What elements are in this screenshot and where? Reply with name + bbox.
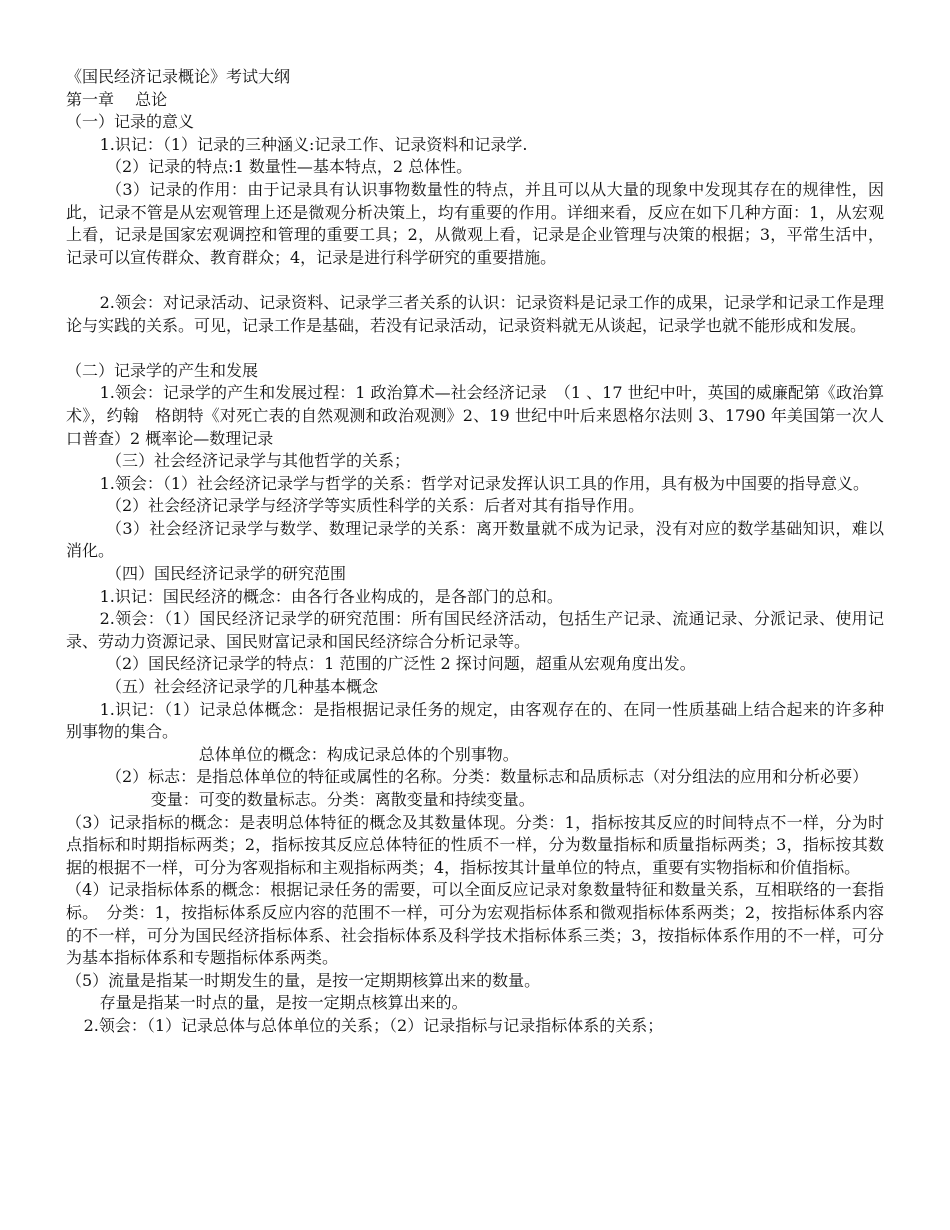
chapter-heading: 第一章 总论 bbox=[66, 89, 168, 109]
section-heading: （三）社会经济记录学与其他哲学的关系； bbox=[106, 451, 411, 471]
paragraph: （3）记录的作用：由于记录具有认识事物数量性的特点，并且可以从大量的现象中发现其存在的规律性，因此，记录不管是从宏观管理上还是微观分析决策上，均有重要的作用。详细来看，反应在如下几种方面：1，从宏观上看，记录是国家宏观调控和管理的重要工具；2，从微观上看，记录是企业管理与决策的根据；3，平常生活中，记录可以宣传群众、教育群众；4，记录是进行科学研究的重要措施。 bbox=[66, 179, 884, 267]
paragraph: 2.领会：（1）记录总体与总体单位的关系；（2）记录指标与记录指标体系的关系； bbox=[83, 1015, 664, 1035]
paragraph: （3）记录指标的概念：是表明总体特征的概念及其数量体现。分类：1，指标按其反应的时间特点不一样，分为时点指标和时期指标两类；2，指标按其反应总体特征的性质不一样，分为数量指标和质量指标两类；3，指标按其数据的根据不一样，可分为客观指标和主观指标两类；4，指标按其计量单位的特点，重要有实物指标和价值指标。 bbox=[66, 812, 884, 877]
paragraph: （3）社会经济记录学与数学、数理记录学的关系：离开数量就不成为记录，没有对应的数学基础知识，难以消化。 bbox=[66, 518, 884, 561]
paragraph: 1.识记：（1）记录总体概念：是指根据记录任务的规定，由客观存在的、在同一性质基础上结合起来的许多种别事物的集合。 bbox=[66, 699, 884, 742]
section-heading: （二）记录学的产生和发展 bbox=[66, 360, 259, 380]
document-page bbox=[66, 66, 884, 1038]
paragraph: 1.领会：（1）社会经济记录学与哲学的关系：哲学对记录发挥认识工具的作用，具有极为中国要的指导意义。 bbox=[99, 473, 870, 493]
paragraph: 1.识记：国民经济的概念：由各行各业构成的，是各部门的总和。 bbox=[99, 586, 563, 606]
blank-line bbox=[66, 337, 884, 360]
paragraph: （2）记录的特点:1 数量性—基本特点，2 总体性。 bbox=[106, 157, 473, 177]
paragraph: 2.领会：（1）国民经济记录学的研究范围：所有国民经济活动，包括生产记录、流通记录、分派记录、使用记录、劳动力资源记录、国民财富记录和国民经济综合分析记录等。 bbox=[66, 609, 884, 651]
paragraph: 1.领会：记录学的产生和发展过程：1 政治算术—社会经济记录 （1 、17 世纪中叶，英国的威廉配第《政治算术》，约翰 格朗特《对死亡表的自然观测和政治观测》2、19 世纪中叶后来恩格尔法则 3、1790 年美国第一次人口普查）2 概率论—数理记录 bbox=[66, 383, 884, 448]
document-title: 《国民经济记录概论》考试大纲 bbox=[66, 67, 291, 86]
section-heading: （五）社会经济记录学的几种基本概念 bbox=[106, 677, 379, 697]
paragraph: 变量：可变的数量标志。分类：离散变量和持续变量。 bbox=[150, 790, 535, 809]
paragraph: （4）记录指标体系的概念：根据记录任务的需要，可以全面反应记录对象数量特征和数量关系，互相联络的一套指标。 分类：1，按指标体系反应内容的范围不一样，可分为宏观指标体系和微观指标体系两类；2，按指标体系内容的不一样，可分为国民经济指标体系、社会指标体系及科学技术指标体系三类；3，按指标体系作用的不一样，可分为基本指标体系和专题指标体系两类。 bbox=[66, 880, 884, 968]
paragraph: 2.领会：对记录活动、记录资料、记录学三者关系的认识：记录资料是记录工作的成果，记录学和记录工作是理论与实践的关系。可见，记录工作是基础，若没有记录活动，记录资料就无从谈起，记录学也就不能形成和发展。 bbox=[66, 292, 884, 335]
paragraph: 总体单位的概念：构成记录总体的个别事物。 bbox=[198, 744, 519, 764]
paragraph: （2）社会经济记录学与经济学等实质性科学的关系：后者对其有指导作用。 bbox=[106, 496, 645, 516]
paragraph: （5）流量是指某一时期发生的量，是按一定期期核算出来的数量。 bbox=[66, 970, 541, 990]
section-heading: （四）国民经济记录学的研究范围 bbox=[106, 564, 347, 584]
blank-line bbox=[66, 269, 884, 292]
paragraph: 存量是指某一时点的量，是按一定期点核算出来的。 bbox=[99, 993, 468, 1013]
paragraph: 1.识记：（1）记录的三种涵义:记录工作、记录资料和记录学. bbox=[99, 134, 528, 154]
paragraph: （2）国民经济记录学的特点：1 范围的广泛性 2 探讨问题，超重从宏观角度出发。 bbox=[106, 654, 696, 674]
paragraph: （2）标志：是指总体单位的特征或属性的名称。分类：数量标志和品质标志（对分组法的应用和分析必要） bbox=[106, 767, 869, 787]
section-heading: （一）记录的意义 bbox=[66, 112, 195, 132]
